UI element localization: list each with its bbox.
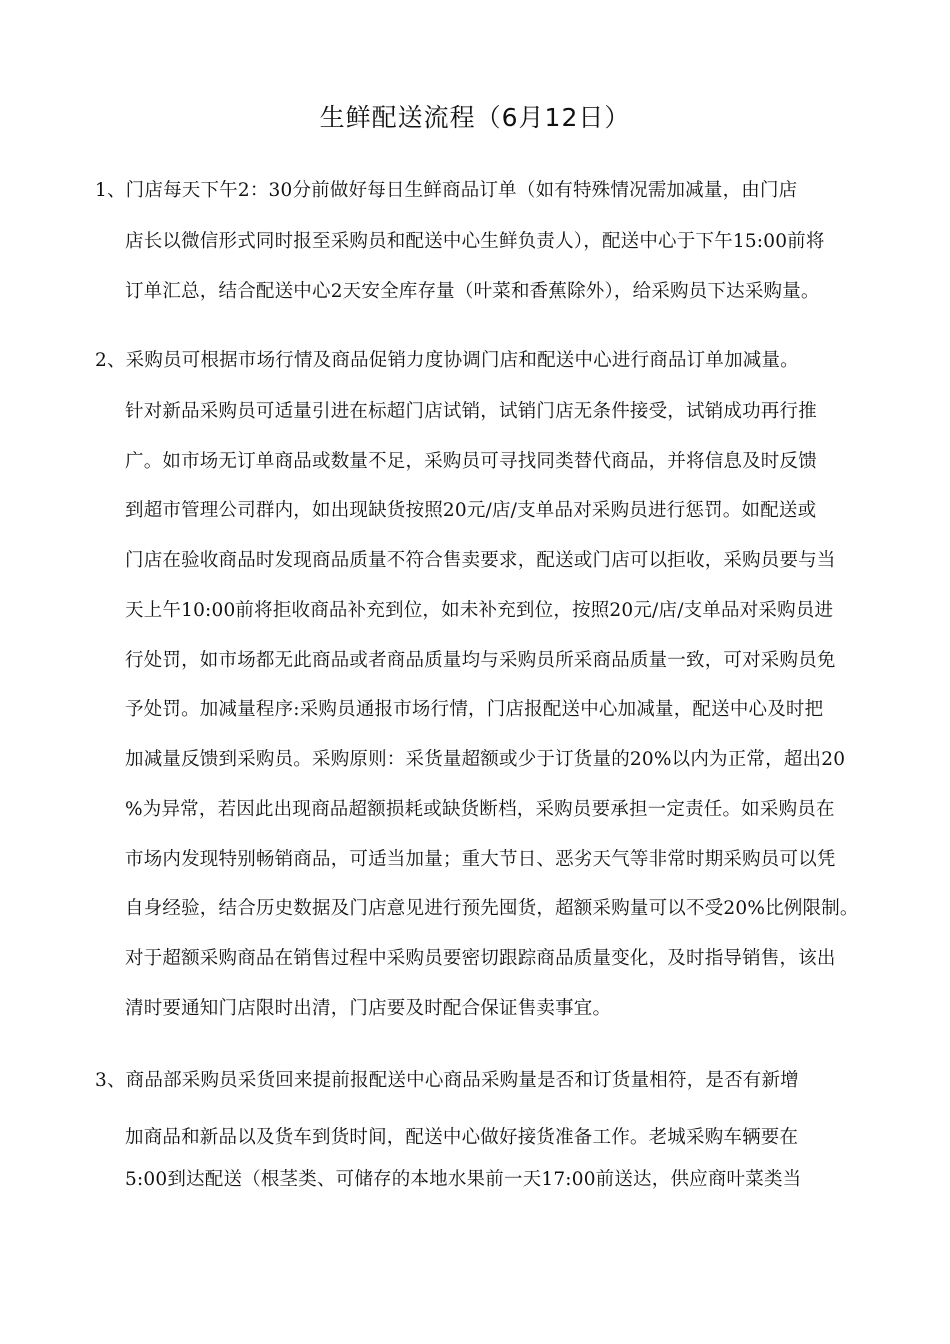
section-2-line-4: 到超市管理公司群内，如出现缺货按照20元/店/支单品对采购员进行惩罚。如配送或 (125, 500, 817, 521)
section-2-line-3: 广。如市场无订单商品或数量不足，采购员可寻找同类替代商品，并将信息及时反馈 (125, 451, 817, 472)
section-3-line-1: 3、商品部采购员采货回来提前报配送中心商品采购量是否和订货量相符，是否有新增 (95, 1070, 799, 1091)
section-2-line-12: 自身经验，结合历史数据及门店意见进行预先囤货，超额采购量可以不受20%比例限制。 (125, 898, 859, 919)
section-2-line-7: 行处罚，如市场都无此商品或者商品质量均与采购员所采商品质量一致，可对采购员免 (125, 650, 836, 671)
section-2-line-10: %为异常，若因此出现商品超额损耗或缺货断档，采购员要承担一定责任。如采购员在 (125, 799, 835, 820)
section-2-line-1: 2、采购员可根据市场行情及商品促销力度协调门店和配送中心进行商品订单加减量。 (95, 350, 799, 371)
document-title: 生鲜配送流程（6月12日） (319, 103, 631, 132)
section-2-line-11: 市场内发现特别畅销商品，可适当加量；重大节日、恶劣天气等非常时期采购员可以凭 (125, 849, 836, 870)
section-2-line-6: 天上午10:00前将拒收商品补充到位，如未补充到位，按照20元/店/支单品对采购员进 (125, 600, 834, 621)
section-2-line-14: 清时要通知门店限时出清，门店要及时配合保证售卖事宜。 (125, 998, 612, 1019)
section-2-line-13: 对于超额采购商品在销售过程中采购员要密切跟踪商品质量变化，及时指导销售，该出 (125, 948, 836, 969)
section-2-line-5: 门店在验收商品时发现商品质量不符合售卖要求，配送或门店可以拒收，采购员要与当 (125, 550, 836, 571)
section-3-line-3: 5:00到达配送（根茎类、可储存的本地水果前一天17:00前送达，供应商叶菜类当 (125, 1169, 802, 1190)
section-2-line-2: 针对新品采购员可适量引进在标超门店试销，试销门店无条件接受，试销成功再行推 (125, 401, 817, 422)
section-1-line-1: 1、门店每天下午2：30分前做好每日生鲜商品订单（如有特殊情况需加减量，由门店 (95, 180, 798, 201)
section-1-line-3: 订单汇总，结合配送中心2天安全库存量（叶菜和香蕉除外），给采购员下达采购量。 (125, 281, 820, 302)
section-2-line-9: 加减量反馈到采购员。采购原则：采货量超额或少于订货量的20%以内为正常，超出20 (125, 749, 846, 770)
section-2-line-8: 予处罚。加减量程序:采购员通报市场行情，门店报配送中心加减量，配送中心及时把 (125, 699, 824, 720)
section-1-line-2: 店长以微信形式同时报至采购员和配送中心生鲜负责人），配送中心于下午15:00前将 (125, 231, 825, 252)
section-3-line-2: 加商品和新品以及货车到货时间，配送中心做好接货准备工作。老城采购车辆要在 (125, 1127, 799, 1148)
